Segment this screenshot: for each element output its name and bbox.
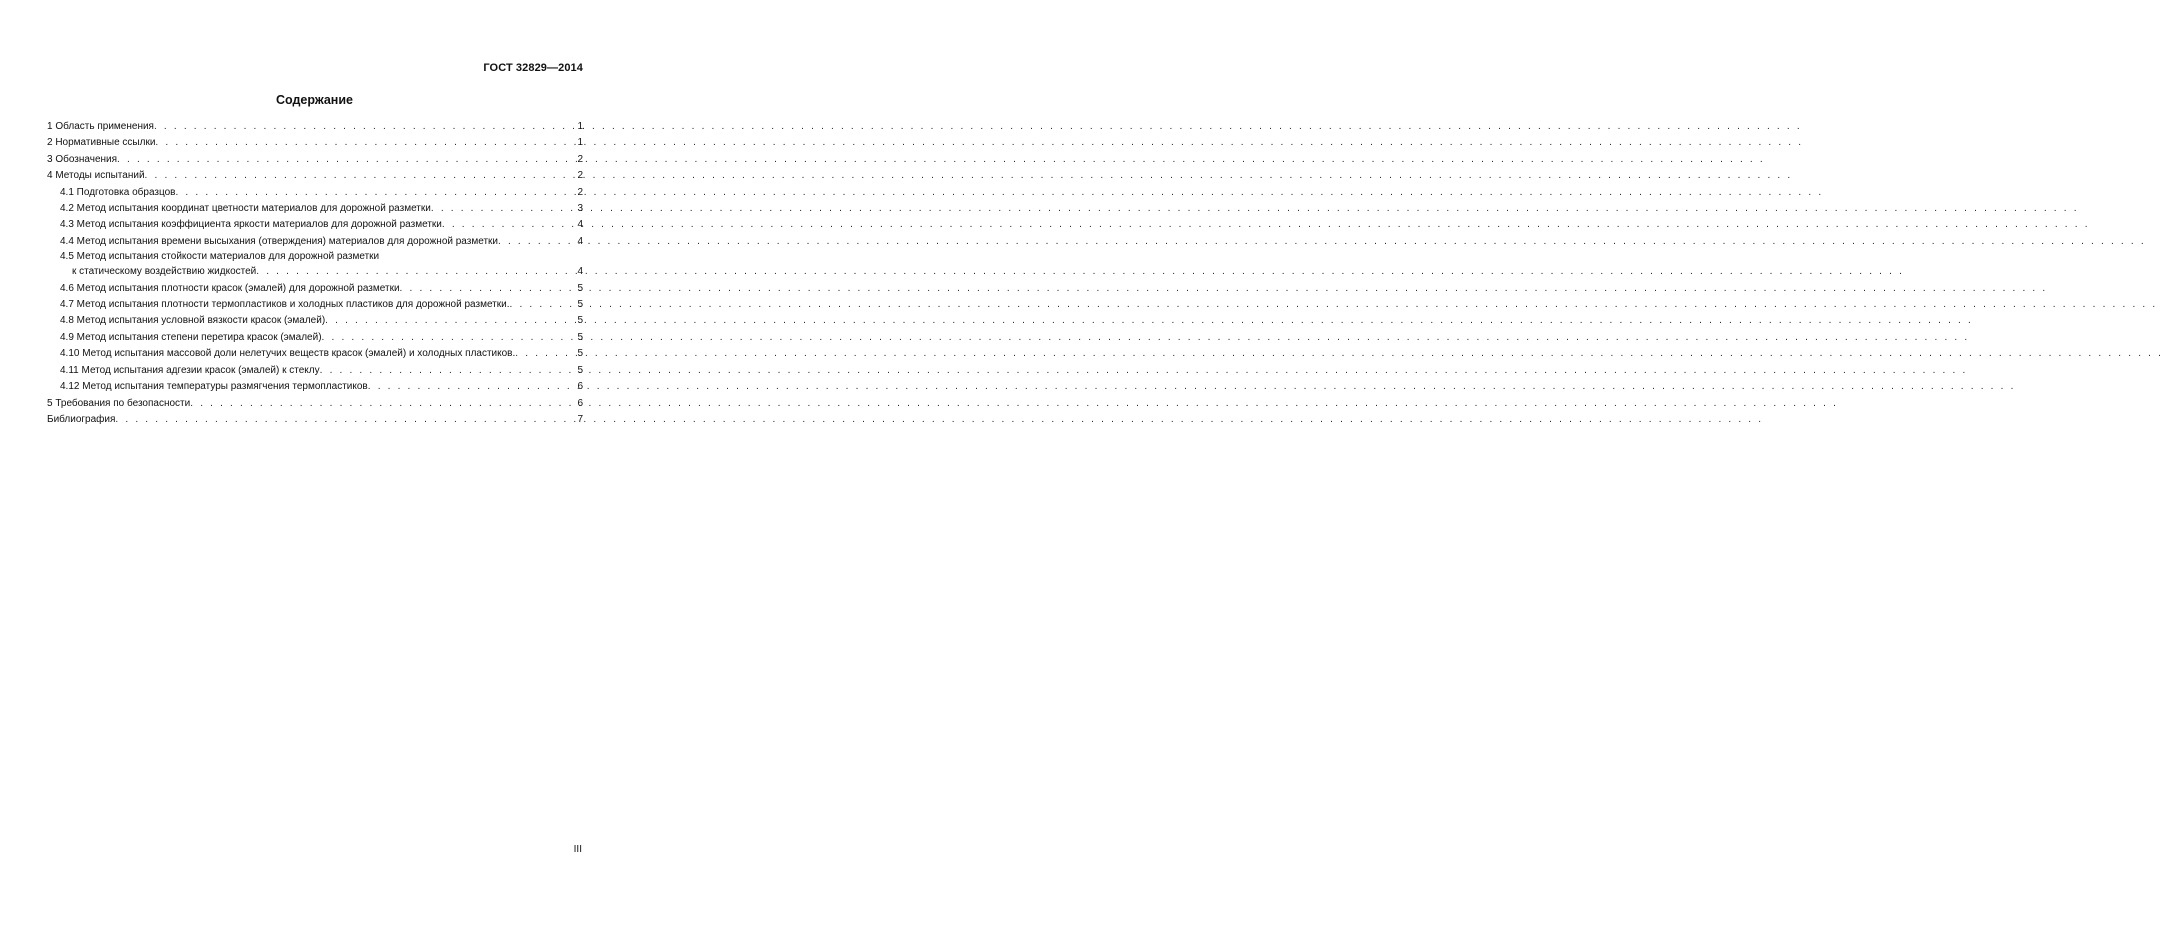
- toc-entry-text: 4.11 Метод испытания адгезии красок (эмалей) к стеклу: [60, 364, 320, 376]
- document-code: ГОСТ 32829—2014: [483, 62, 583, 74]
- toc-entry[interactable]: [47, 168, 583, 184]
- toc-leader-dots: [145, 168, 575, 184]
- table-of-contents: [47, 119, 583, 428]
- toc-entry-page: 5: [577, 331, 583, 343]
- toc-subentry[interactable]: [47, 313, 583, 329]
- toc-entry-page: 4: [577, 235, 583, 247]
- toc-subentry[interactable]: [47, 250, 583, 280]
- toc-entry-page: 2: [577, 170, 583, 182]
- toc-leader-dots: [115, 412, 574, 428]
- toc-entry-page: 5: [577, 282, 583, 294]
- toc-entry-text: 5 Требования по безопасности: [47, 397, 191, 409]
- toc-title: Содержание: [275, 93, 353, 107]
- toc-entry-page: 5: [577, 315, 583, 327]
- toc-subentry[interactable]: [47, 330, 583, 346]
- toc-entry-text: 4.12 Метод испытания температуры размягчения термопластиков: [60, 381, 368, 393]
- toc-leader-dots: [400, 281, 575, 297]
- toc-leader-dots: [325, 313, 574, 329]
- toc-entry-text: 2 Нормативные ссылки: [47, 137, 156, 149]
- toc-entry-text: 4.8 Метод испытания условной вязкости красок (эмалей): [60, 315, 326, 327]
- toc-entry-text: 3 Обозначения: [47, 153, 118, 165]
- toc-subentry[interactable]: [47, 297, 583, 313]
- toc-subentry[interactable]: [47, 234, 583, 250]
- toc-entry-page: 1: [577, 137, 583, 149]
- toc-entry-text: 1 Область применения: [47, 121, 154, 132]
- page-number: III: [573, 844, 582, 855]
- toc-entry-text: 4.10 Метод испытания массовой доли нелетучих веществ красок (эмалей) и холодных пластиков.: [60, 348, 516, 360]
- toc-entry-text: 4.9 Метод испытания степени перетира красок (эмалей): [60, 331, 322, 343]
- toc-entry-page: 6: [577, 397, 583, 409]
- toc-entry[interactable]: [47, 412, 583, 428]
- toc-entry-text: 4.4 Метод испытания времени высыхания (отверждения) материалов для дорожной разметки: [60, 235, 498, 247]
- toc-entry-page: 5: [577, 299, 583, 311]
- toc-entry-text: 4.7 Метод испытания плотности термопластиков и холодных пластиков для дорожной разметки.: [60, 299, 510, 311]
- document-page: [0, 0, 661, 935]
- toc-entry-text: Библиография: [47, 413, 116, 425]
- toc-entry[interactable]: [47, 152, 583, 168]
- toc-leader-dots: [515, 346, 574, 362]
- toc-subentry[interactable]: [47, 281, 583, 297]
- toc-leader-dots: [256, 264, 574, 280]
- toc-leader-dots: [190, 396, 574, 412]
- toc-entry[interactable]: [47, 396, 583, 412]
- toc-leader-dots: [175, 185, 574, 201]
- toc-subentry[interactable]: [47, 201, 583, 217]
- toc-leader-dots: [154, 119, 574, 135]
- toc-subentry[interactable]: [47, 217, 583, 233]
- toc-entry-page: 6: [577, 381, 583, 393]
- toc-entry-text: 4.2 Метод испытания координат цветности материалов для дорожной разметки: [60, 203, 431, 215]
- toc-subentry[interactable]: [47, 346, 583, 362]
- toc-entry-text: 4.6 Метод испытания плотности красок (эмалей) для дорожной разметки: [60, 282, 400, 294]
- toc-leader-dots: [498, 234, 574, 250]
- toc-subentry[interactable]: [47, 379, 583, 395]
- toc-subentry[interactable]: [47, 185, 583, 201]
- toc-leader-dots: [368, 379, 575, 395]
- toc-leader-dots: [117, 152, 574, 168]
- toc-entry-page: 1: [577, 121, 583, 132]
- toc-entry-page: 2: [577, 186, 583, 198]
- toc-leader-dots: [322, 330, 575, 346]
- toc-entry-page: 7: [577, 413, 583, 425]
- toc-entry[interactable]: [47, 119, 583, 135]
- toc-entry-page: 2: [577, 153, 583, 165]
- toc-entry-page: 5: [577, 364, 583, 376]
- toc-leader-dots: [510, 297, 575, 313]
- toc-leader-dots: [431, 201, 575, 217]
- toc-entry-text: 4.3 Метод испытания коэффициента яркости материалов для дорожной разметки: [60, 219, 442, 231]
- toc-entry-page: 4: [577, 219, 583, 231]
- toc-subentry[interactable]: [47, 363, 583, 379]
- toc-entry-page: 5: [577, 348, 583, 360]
- toc-leader-dots: [155, 135, 574, 151]
- toc-entry[interactable]: [47, 135, 583, 151]
- toc-entry-text: 4.1 Подготовка образцов: [60, 186, 176, 198]
- toc-entry-text: 4 Методы испытаний: [47, 170, 145, 182]
- toc-entry-text: 4.5 Метод испытания стойкости материалов для дорожной разметки: [60, 251, 380, 263]
- toc-leader-dots: [442, 217, 575, 233]
- toc-entry-page: 3: [577, 203, 583, 215]
- toc-entry-page: 4: [577, 266, 583, 278]
- toc-leader-dots: [320, 363, 575, 379]
- toc-entry-text-continuation: к статическому воздействию жидкостей: [72, 266, 257, 278]
